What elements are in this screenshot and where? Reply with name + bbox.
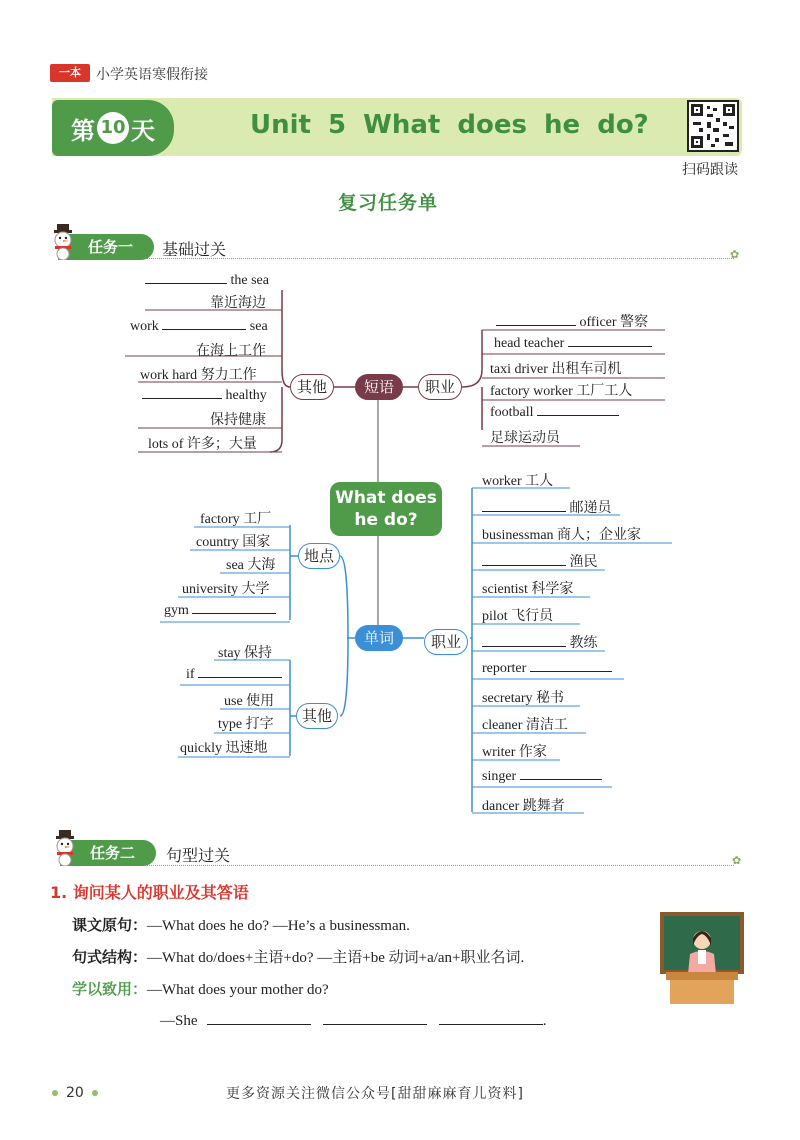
word-item: use 使用 (224, 694, 275, 709)
job-word-item: businessman 商人；企业家 (482, 528, 642, 543)
mindmap-center-node: What does he do? (330, 482, 442, 536)
job-word-item: worker 工人 (482, 474, 554, 489)
flower-icon: ✿ (732, 854, 742, 867)
branch-phrases: 短语 (355, 374, 403, 400)
review-title: 复习任务单 (338, 192, 439, 214)
words-places-label: 地点 (298, 543, 340, 569)
phrase-item: work hard 努力工作 (140, 368, 257, 383)
phrase-job-item: taxi driver 出租车司机 (490, 362, 622, 377)
answer-blank[interactable] (323, 1011, 427, 1025)
day-suffix: 天 (131, 116, 155, 145)
branch-words: 单词 (355, 625, 403, 651)
job-word-item: cleaner 清洁工 (482, 718, 568, 733)
brand-tag: 一本 (50, 64, 90, 82)
place-item: gym (164, 602, 276, 619)
phrase-item: 保持健康 (210, 413, 266, 428)
phrase-item: 在海上工作 (196, 344, 266, 359)
task2-subtitle: 句型过关 (166, 846, 231, 865)
answer-blank[interactable] (207, 1011, 311, 1025)
phrase-item: the sea (145, 272, 269, 289)
word-item: type 打字 (218, 717, 274, 732)
day-number: 10 (97, 112, 129, 144)
phrase-job-item: football (490, 404, 619, 421)
series-title: 小学英语寒假衔接 (96, 67, 208, 83)
job-word-item: 教练 (482, 632, 598, 652)
row-text: —What does he do? —He’s a businessman. (147, 918, 410, 934)
qr-label: 扫码跟读 (682, 162, 738, 178)
day-prefix: 第 (71, 116, 95, 145)
place-item: factory 工厂 (200, 512, 272, 527)
job-word-item: writer 作家 (482, 745, 547, 760)
practice-row (72, 978, 329, 999)
words-other-label: 其他 (296, 703, 338, 729)
row-label: 句式结构： (72, 948, 148, 966)
footer-text: 更多资源关注微信公众号[甜甜麻麻育儿资料] (226, 1086, 524, 1102)
words-jobs-label: 职业 (424, 629, 468, 655)
phrase-item: lots of 许多；大量 (148, 437, 257, 452)
text-sentence-row (72, 914, 410, 935)
teacher-illustration (660, 910, 744, 1008)
answer-prefix: —She (160, 1013, 198, 1029)
phrase-job-item: 足球运动员 (490, 431, 560, 446)
place-item: university 大学 (182, 582, 270, 597)
answer-row: —She . (160, 1013, 547, 1029)
unit-title: Unit 5 What does he do? (250, 110, 649, 140)
word-item: if (186, 666, 282, 683)
answer-blank[interactable] (439, 1011, 543, 1025)
snowman-icon (50, 830, 80, 864)
phrase-item: 靠近海边 (210, 296, 266, 311)
job-word-item: pilot 飞行员 (482, 609, 554, 624)
word-item: stay 保持 (218, 646, 273, 661)
phrase-job-item: head teacher (494, 335, 652, 352)
phrase-item: healthy (142, 387, 267, 404)
job-word-item: reporter (482, 660, 612, 677)
task1-pill: 任务一 (58, 234, 154, 260)
phrases-other-label: 其他 (290, 374, 334, 400)
task2-pill: 任务二 (60, 840, 156, 866)
phrase-job-item: factory worker 工厂工人 (490, 384, 633, 399)
row-label: 课文原句： (72, 916, 148, 934)
job-word-item: secretary 秘书 (482, 691, 565, 706)
page-number: 20 (66, 1085, 84, 1101)
job-word-item: singer (482, 768, 602, 785)
structure-row (72, 946, 524, 967)
job-word-item: 邮递员 (482, 497, 612, 517)
section-heading: 1. 询问某人的职业及其答语 (50, 883, 249, 902)
phrase-item: work sea (130, 319, 268, 334)
task1-subtitle: 基础过关 (162, 240, 227, 259)
row-label: 学以致用： (72, 980, 148, 998)
row-text: —What does your mother do? (147, 982, 329, 998)
flower-icon: ✿ (730, 248, 740, 261)
page-dot (92, 1090, 98, 1096)
phrase-job-item: officer 警察 (496, 311, 648, 331)
job-word-item: dancer 跳舞者 (482, 799, 565, 814)
page-dot (52, 1090, 58, 1096)
phrases-jobs-label: 职业 (418, 374, 462, 400)
place-item: country 国家 (196, 535, 271, 550)
place-item: sea 大海 (226, 558, 276, 573)
row-text: —What do/does+主语+do? —主语+be 动词+a/an+职业名词. (147, 950, 525, 966)
job-word-item: scientist 科学家 (482, 582, 574, 597)
job-word-item: 渔民 (482, 551, 598, 571)
word-item: quickly 迅速地 (180, 741, 268, 756)
